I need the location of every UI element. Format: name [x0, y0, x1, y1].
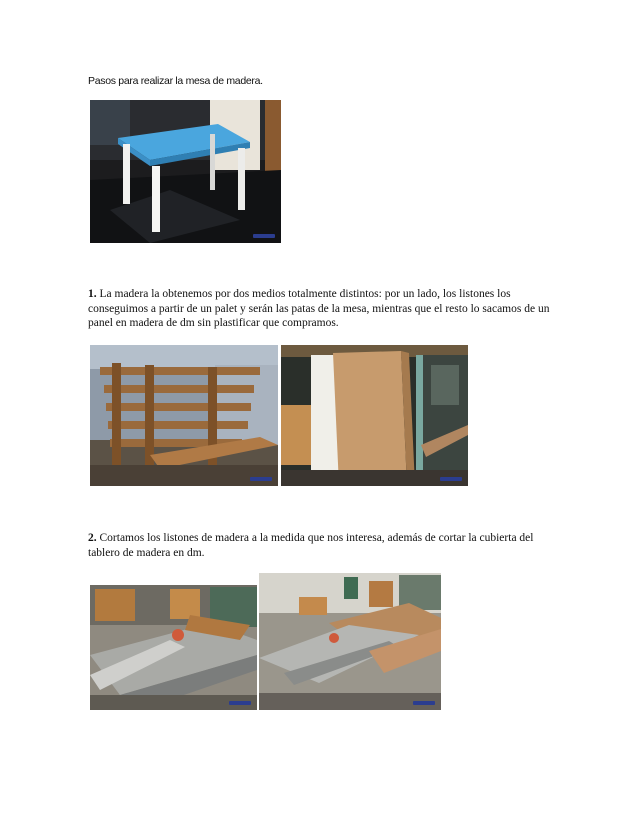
step-2-number: 2.	[88, 532, 97, 544]
saw-cutting-photo-1	[90, 585, 257, 710]
pallet-wood-photo	[90, 345, 278, 486]
document-title: Pasos para realizar la mesa de madera.	[88, 75, 263, 87]
step-1-number: 1.	[88, 288, 97, 300]
step-1-paragraph	[88, 287, 550, 331]
saw-cutting-photo-2	[259, 573, 441, 710]
dm-panel-photo	[281, 345, 468, 486]
step-2-text: Cortamos los listones de madera a la medida que nos interesa, además de cortar la cubierta del tablero de madera en dm.	[88, 532, 534, 559]
watermark-logo	[253, 234, 275, 238]
finished-table-photo	[90, 100, 281, 243]
watermark-logo	[250, 477, 272, 481]
watermark-logo	[440, 477, 462, 481]
watermark-logo	[413, 701, 435, 705]
step-1-text: La madera la obtenemos por dos medios totalmente distintos: por un lado, los listones los conseguimos a partir de un palet y serán las patas de la mesa, mientras que el resto lo sacamos de un panel en madera de dm sin plastificar que compramos.	[88, 288, 550, 329]
watermark-logo	[229, 701, 251, 705]
step-2-paragraph	[88, 531, 550, 560]
